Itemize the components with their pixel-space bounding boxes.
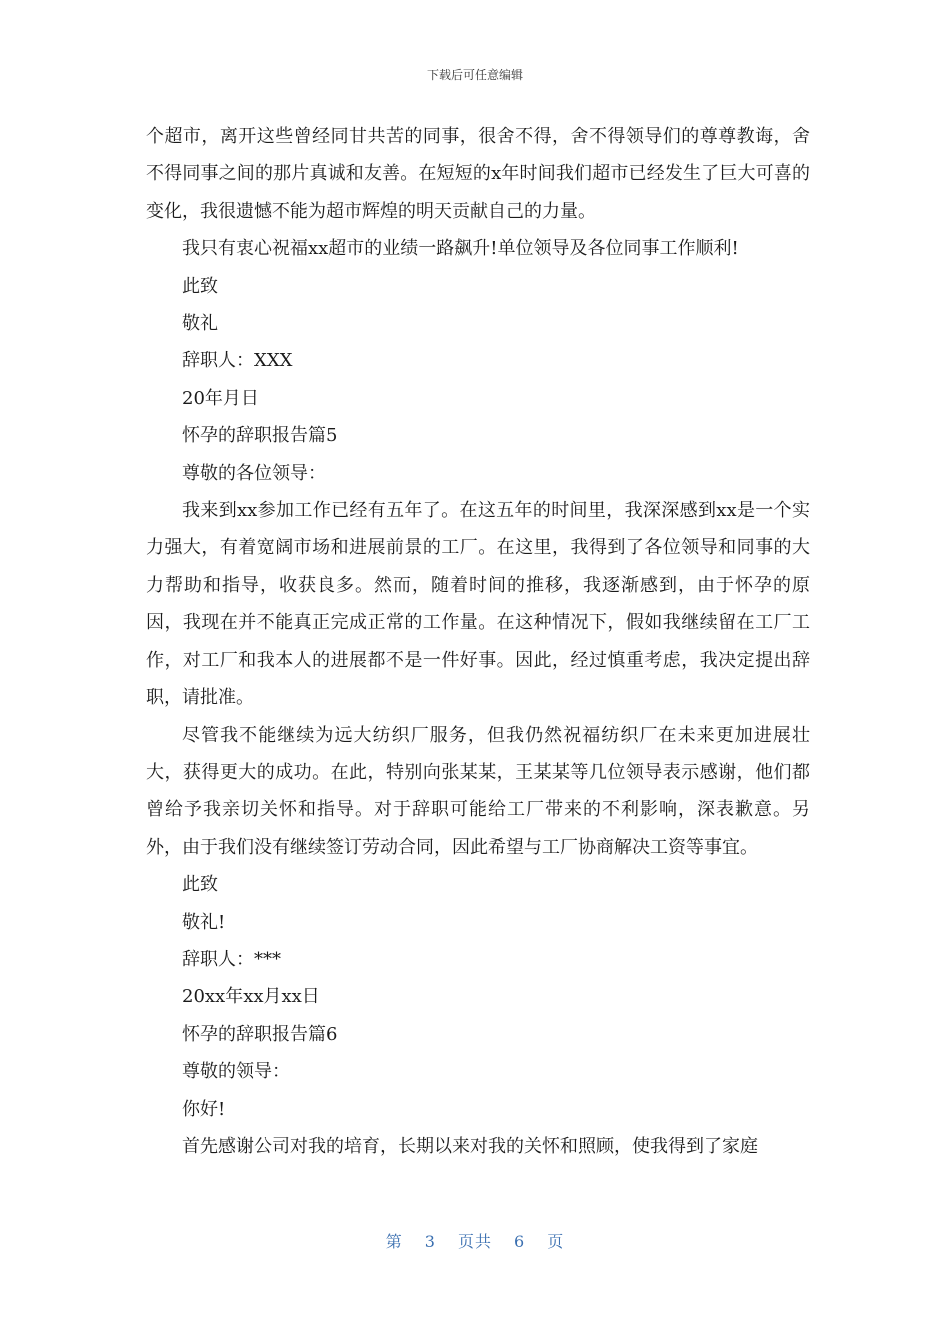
closing-regards-2: 敬礼! <box>182 911 226 933</box>
greeting-5: 尊敬的各位领导： <box>182 462 326 484</box>
section-title-6: 怀孕的辞职报告篇6 <box>182 1023 338 1045</box>
closing-salutation-2: 此致 <box>182 874 218 896</box>
footer-page-label: 第 <box>385 1232 403 1251</box>
date-line-1: 20年月日 <box>182 387 259 409</box>
closing-salutation-1: 此致 <box>182 275 218 297</box>
paragraph-5b: 尽管我不能继续为远大纺织厂服务，但我仍然祝福纺织厂在未来更加进展壮大，获得更大的成功。在此，特别向张某某，王某某等几位领导表示感谢，他们都曾给予我亲切关怀和指导。对于辞职可能给工厂带来的不利影响，深表歉意。另外，由于我们没有继续签订劳动合同，因此希望与工厂协商解决工资等事宜。 <box>146 724 810 858</box>
paragraph-1: 个超市，离开这些曾经同甘共苦的同事，很舍不得，舍不得领导们的尊尊教诲，舍不得同事之间的那片真诚和友善。在短短的x年时间我们超市已经发生了巨大可喜的变化，我很遗憾不能为超市辉煌的明天贡献自己的力量。 <box>146 126 810 222</box>
closing-regards-1: 敬礼 <box>182 313 218 335</box>
paragraph-2: 我只有衷心祝福xx超市的业绩一路飙升!单位领导及各位同事工作顺利! <box>182 238 739 260</box>
document-body <box>146 118 810 1165</box>
section-title-5: 怀孕的辞职报告篇5 <box>182 425 338 447</box>
page-footer <box>0 1229 950 1252</box>
footer-current-page: 3 <box>424 1232 436 1251</box>
footer-total-pages: 6 <box>514 1232 526 1251</box>
date-line-2: 20xx年xx月xx日 <box>182 986 320 1008</box>
footer-end-label: 页 <box>547 1232 565 1251</box>
hello-line: 你好! <box>182 1098 226 1120</box>
signature-line-2: 辞职人：*** <box>182 948 281 970</box>
paragraph-5a: 我来到xx参加工作已经有五年了。在这五年的时间里，我深深感到xx是一个实力强大，有着宽阔市场和进展前景的工厂。在这里，我得到了各位领导和同事的大力帮助和指导，收获良多。然而，随着时间的推移，我逐渐感到，由于怀孕的原因，我现在并不能真正完成正常的工作量。在这种情况下，假如我继续留在工厂工作，对工厂和我本人的进展都不是一件好事。因此，经过慎重考虑，我决定提出辞职，请批准。 <box>146 500 810 709</box>
paragraph-6a: 首先感谢公司对我的培育，长期以来对我的关怀和照顾，使我得到了家庭 <box>182 1135 758 1157</box>
greeting-6: 尊敬的领导： <box>182 1061 290 1083</box>
footer-of-label: 页共 <box>457 1232 492 1251</box>
signature-line-1: 辞职人：XXX <box>182 350 293 372</box>
page-header: 下载后可任意编辑 <box>426 68 523 82</box>
